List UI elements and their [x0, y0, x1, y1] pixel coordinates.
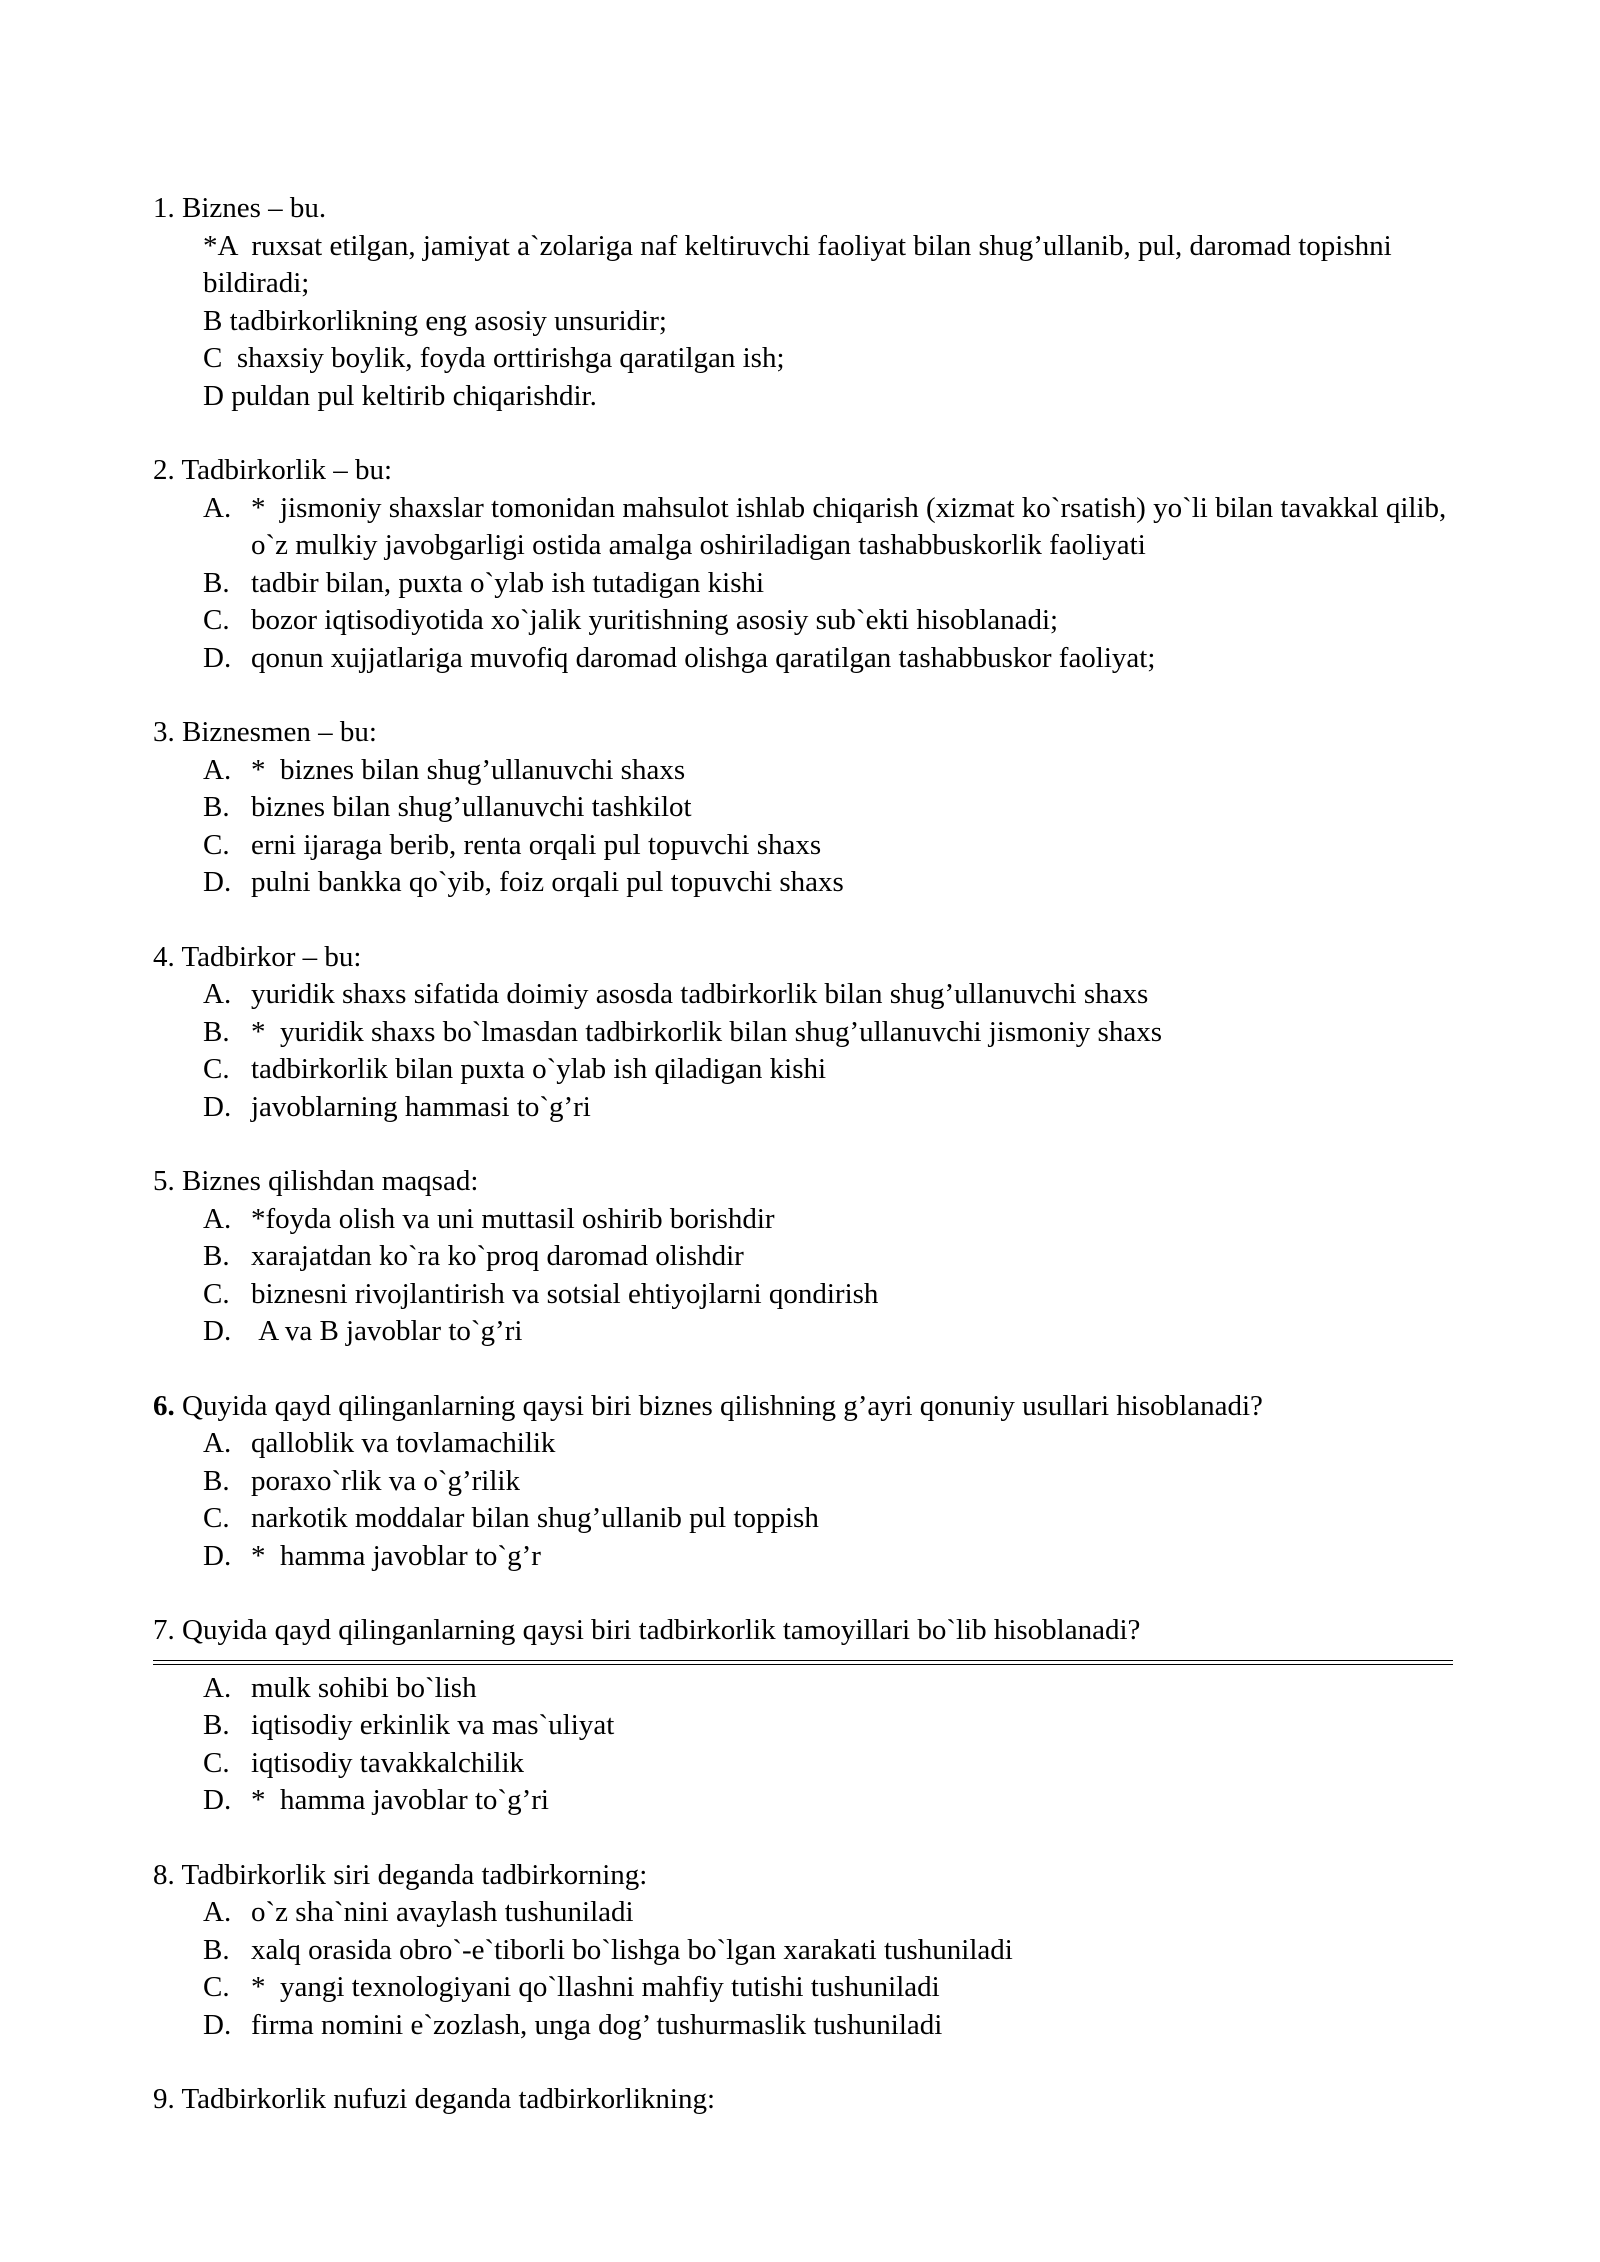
option-letter: B.	[203, 1709, 230, 1741]
option-text: mulk sohibi bo`lish	[251, 1671, 477, 1704]
option-text: iqtisodiy tavakkalchilik	[251, 1746, 525, 1779]
option-text: narkotik moddalar bilan shug’ullanib pul toppish	[251, 1502, 819, 1534]
option-letter: C.	[203, 604, 230, 636]
option-letter: C.	[203, 1277, 230, 1310]
option-text: javoblarning hammasi to`g’ri	[251, 1090, 591, 1123]
answer-option	[203, 827, 1453, 865]
option-letter: B.	[203, 1933, 230, 1966]
option-letter: D.	[203, 1539, 232, 1572]
option-letter: A.	[203, 1671, 232, 1704]
answer-option	[203, 1425, 1453, 1463]
question-number: 5.	[153, 1165, 175, 1197]
question-number: 7.	[153, 1614, 175, 1646]
question-text: Quyida qayd qilinganlarning qaysi biri tadbirkorlik tamoyillari bo`lib hisoblanadi?	[174, 1614, 1141, 1646]
option-text: * yuridik shaxs bo`lmasdan tadbirkorlik bilan shug’ullanuvchi jismoniy shaxs	[251, 1015, 1162, 1048]
answer-option	[203, 1969, 1453, 2007]
option-letter: B.	[203, 1240, 230, 1272]
option-letter: A.	[203, 1427, 232, 1459]
option-letter: D.	[203, 641, 232, 674]
option-letter: C.	[203, 828, 230, 861]
question-title	[153, 1857, 1453, 1895]
option-text: erni ijaraga berib, renta orqali pul topuvchi shaxs	[251, 828, 822, 861]
answer-option	[203, 340, 1453, 378]
answer-option	[203, 864, 1453, 902]
answer-option	[203, 565, 1453, 603]
option-text: * jismoniy shaxslar tomonidan mahsulot ishlab chiqarish (xizmat ko`rsatish) yo`li bilan tavakkal qilib, o`z mulkiy javobgarligi ostida amalga oshiriladigan tashabbuskorlik faoliyati	[251, 491, 1454, 561]
option-text: B tadbirkorlikning eng asosiy unsuridir;	[203, 304, 667, 337]
question-number: 4.	[153, 940, 175, 973]
question-6	[153, 1388, 1453, 1576]
answer-option	[203, 303, 1453, 341]
question-2	[153, 452, 1453, 677]
answer-option	[203, 2007, 1453, 2045]
question-number: 3.	[153, 716, 175, 748]
option-letter: D.	[203, 1315, 232, 1347]
option-letter: A.	[203, 491, 232, 524]
option-text: biznes bilan shug’ullanuvchi tashkilot	[251, 791, 692, 823]
option-text: tadbirkorlik bilan puxta o`ylab ish qiladigan kishi	[251, 1053, 827, 1085]
answer-option	[203, 789, 1453, 827]
answer-option	[203, 1089, 1453, 1127]
option-text: xarajatdan ko`ra ko`proq daromad olishdir	[251, 1240, 744, 1272]
answer-option	[203, 1782, 1453, 1820]
option-text: yuridik shaxs sifatida doimiy asosda tadbirkorlik bilan shug’ullanuvchi shaxs	[251, 978, 1149, 1010]
question-number: 8.	[153, 1858, 175, 1891]
answer-option	[203, 1051, 1453, 1089]
option-text: qalloblik va tovlamachilik	[251, 1427, 556, 1459]
question-7	[153, 1612, 1453, 1820]
question-title	[153, 2081, 1453, 2119]
question-title	[153, 714, 1453, 752]
option-text: *foyda olish va uni muttasil oshirib borishdir	[251, 1202, 775, 1235]
question-5	[153, 1163, 1453, 1351]
option-text: * biznes bilan shug’ullanuvchi shaxs	[251, 753, 686, 786]
question-text: Quyida qayd qilinganlarning qaysi biri biznes qilishning g’ayri qonuniy usullari hisoblanadi?	[174, 1389, 1263, 1422]
answer-option	[203, 1313, 1453, 1351]
option-text: tadbir bilan, puxta o`ylab ish tutadigan kishi	[251, 566, 765, 599]
option-letter: B.	[203, 791, 230, 823]
question-text: Tadbirkor – bu:	[174, 940, 362, 973]
option-letter: D.	[203, 2008, 232, 2041]
answer-option	[203, 1500, 1453, 1538]
option-text: pulni bankka qo`yib, foiz orqali pul topuvchi shaxs	[251, 866, 844, 898]
option-text: o`z sha`nini avaylash tushuniladi	[251, 1896, 634, 1928]
question-title	[153, 452, 1453, 490]
question-text: Biznes – bu.	[174, 192, 327, 224]
question-4	[153, 939, 1453, 1127]
question-title	[153, 190, 1453, 228]
answer-option	[203, 1745, 1453, 1783]
answer-option	[203, 490, 1453, 565]
answer-option	[203, 228, 1453, 303]
question-9	[153, 2081, 1453, 2119]
option-text: * hamma javoblar to`g’ri	[251, 1784, 549, 1816]
answer-option	[203, 1932, 1453, 1970]
option-text: iqtisodiy erkinlik va mas`uliyat	[251, 1709, 615, 1741]
option-text: C shaxsiy boylik, foyda orttirishga qaratilgan ish;	[203, 342, 785, 374]
question-number: 1.	[153, 192, 175, 224]
question-number: 2.	[153, 454, 175, 486]
question-text: Biznes qilishdan maqsad:	[174, 1165, 479, 1197]
answer-option	[203, 1463, 1453, 1501]
question-title	[153, 1612, 1453, 1650]
answer-option	[203, 1276, 1453, 1314]
answer-option	[203, 1238, 1453, 1276]
option-text: *A ruxsat etilgan, jamiyat a`zolariga naf keltiruvchi faoliyat bilan shug’ullanib, pul, daromad topishni bildiradi;	[203, 229, 1399, 299]
answer-option	[203, 1201, 1453, 1239]
option-letter: A.	[203, 1896, 232, 1928]
option-letter: D.	[203, 1784, 232, 1816]
option-text: xalq orasida obro`-e`tiborli bo`lishga bo`lgan xarakati tushuniladi	[251, 1933, 1013, 1966]
option-letter: C.	[203, 1502, 230, 1534]
option-text: * hamma javoblar to`g’r	[251, 1539, 541, 1572]
question-8	[153, 1857, 1453, 2045]
question-text: Biznesmen – bu:	[174, 716, 377, 748]
option-letter: A.	[203, 753, 232, 786]
answer-option	[203, 1538, 1453, 1576]
answer-option	[203, 378, 1453, 416]
option-letter: C.	[203, 1746, 230, 1779]
question-text: Tadbirkorlik siri deganda tadbirkorning:	[174, 1858, 648, 1891]
quiz-content	[153, 190, 1453, 2156]
option-text: biznesni rivojlantirish va sotsial ehtiyojlarni qondirish	[251, 1277, 879, 1310]
question-title	[153, 939, 1453, 977]
option-letter: B.	[203, 1464, 230, 1497]
option-text: D puldan pul keltirib chiqarishdir.	[203, 379, 597, 412]
question-number: 9.	[153, 2083, 175, 2115]
option-letter: B.	[203, 566, 230, 599]
answer-option	[203, 640, 1453, 678]
option-text: qonun xujjatlariga muvofiq daromad olishga qaratilgan tashabbuskor faoliyat;	[251, 641, 1156, 674]
answer-option	[203, 602, 1453, 640]
option-letter: A.	[203, 1202, 232, 1235]
question-3	[153, 714, 1453, 902]
answer-option	[203, 976, 1453, 1014]
answer-option	[203, 1894, 1453, 1932]
option-text: firma nomini e`zozlash, unga dog’ tushurmaslik tushuniladi	[251, 2008, 943, 2041]
question-text: Tadbirkorlik nufuzi deganda tadbirkorlikning:	[174, 2083, 716, 2115]
option-letter: A.	[203, 978, 232, 1010]
option-letter: C.	[203, 1053, 230, 1085]
answer-option	[203, 1670, 1453, 1708]
question-title	[153, 1163, 1453, 1201]
option-text: poraxo`rlik va o`g’rilik	[251, 1464, 520, 1497]
question-title	[153, 1388, 1453, 1426]
option-text: bozor iqtisodiyotida xo`jalik yuritishning asosiy sub`ekti hisoblanadi;	[251, 604, 1059, 636]
question-number: 6.	[153, 1389, 175, 1422]
answer-option	[203, 1014, 1453, 1052]
question-1	[153, 190, 1453, 415]
double-horizontal-rule	[153, 1660, 1453, 1665]
option-letter: C.	[203, 1971, 230, 2003]
option-letter: D.	[203, 866, 232, 898]
answer-option	[203, 1707, 1453, 1745]
question-text: Tadbirkorlik – bu:	[174, 454, 393, 486]
option-text: * yangi texnologiyani qo`llashni mahfiy tutishi tushuniladi	[251, 1971, 940, 2003]
option-text: A va B javoblar to`g’ri	[251, 1315, 523, 1347]
answer-option	[203, 752, 1453, 790]
option-letter: B.	[203, 1015, 230, 1048]
option-letter: D.	[203, 1090, 232, 1123]
